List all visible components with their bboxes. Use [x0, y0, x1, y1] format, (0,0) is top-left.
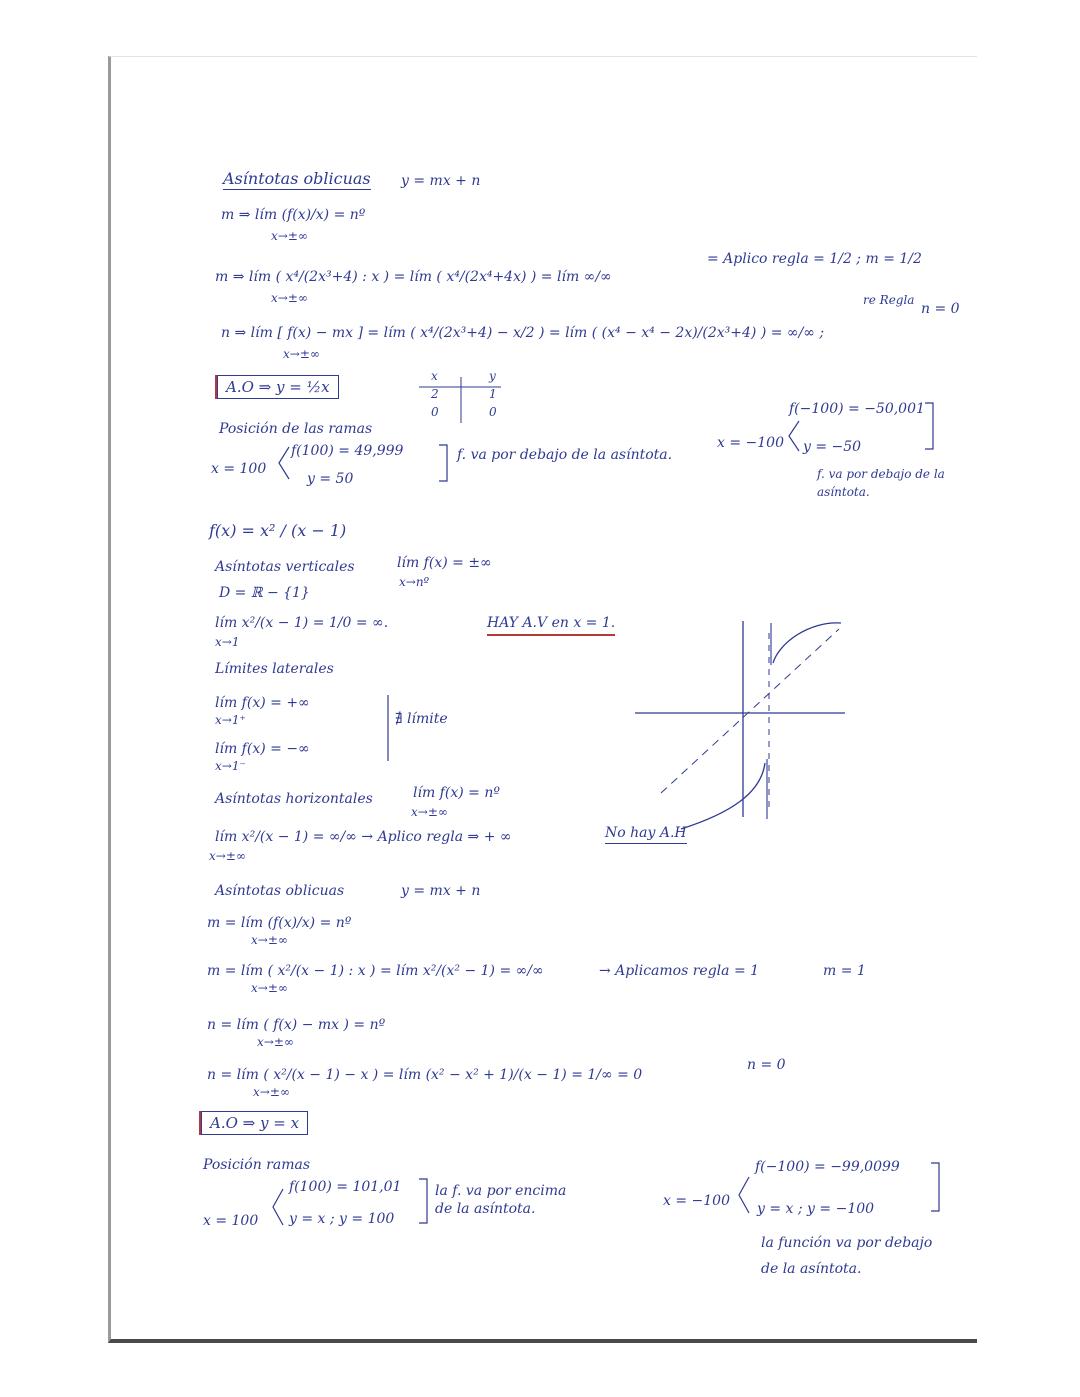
section2-n-calculation-sub: x→±∞ [253, 1085, 290, 1099]
section2-y100: y = x ; y = 100 [289, 1211, 395, 1227]
section2-m-regla: → Aplicamos regla = 1 [599, 963, 760, 979]
section1-note-left100-line2: asíntota. [817, 485, 870, 499]
table-cell-y1: 1 [489, 387, 497, 401]
section2-n-value: n = 0 [747, 1057, 786, 1073]
section2-branch-brace-right100 [271, 1187, 285, 1227]
section2-n-definition-sub: x→±∞ [257, 1035, 294, 1049]
table-cell-x1: 2 [431, 387, 439, 401]
section2-branch-brace-left100 [737, 1175, 751, 1215]
section1-branch-brace-left100 [787, 419, 801, 453]
section2-va-limit: lím f(x) = ±∞ [397, 555, 492, 571]
notebook-page [108, 56, 977, 1343]
section1-m-definition: m ⇒ lím (f(x)/x) = nº [221, 207, 366, 223]
section1-note-left100-line1: f. va por debajo de la [817, 467, 945, 481]
section2-ha-limit-sub: x→±∞ [411, 805, 448, 819]
section1-title: Asíntotas oblicuas [223, 169, 371, 190]
section2-ym100: y = x ; y = −100 [757, 1201, 875, 1217]
section2-n-calculation: n = lím ( x²/(x − 1) − x ) = lím (x² − x² + 1)/(x − 1) = 1/∞ = 0 [207, 1067, 643, 1083]
section2-m-definition-sub: x→±∞ [251, 933, 288, 947]
section1-m-calculation-limit: x→±∞ [271, 291, 308, 305]
section1-oblique-asymptote-box: A.O ⇒ y = ½x [217, 375, 339, 399]
section1-note-right100: f. va por debajo de la asíntota. [457, 447, 673, 463]
section1-bracket-left100 [923, 401, 937, 451]
section2-note-right100-line2: de la asíntota. [435, 1201, 536, 1217]
section2-m-calculation: m = lím ( x²/(x − 1) : x ) = lím x²/(x² − 1) = ∞/∞ [207, 963, 544, 979]
section2-lateral-limit-left: lím f(x) = −∞ [215, 741, 310, 757]
section2-bracket-left100 [929, 1161, 943, 1213]
section2-oa-title: Asíntotas oblicuas [215, 883, 345, 899]
section2-ha-title: Asíntotas horizontales [215, 791, 373, 807]
section2-lateral-separator [383, 693, 393, 763]
section2-lateral-limit-right-sub: x→1⁺ [215, 713, 246, 727]
section2-no-ha: No hay A.H [605, 825, 687, 844]
section2-limit-at-1-sub: x→1 [215, 635, 240, 649]
section2-va-title: Asíntotas verticales [215, 559, 355, 575]
section2-domain: D = ℝ − {1} [219, 585, 310, 601]
section2-ha-calculation-sub: x→±∞ [209, 849, 246, 863]
section2-xm100: x = −100 [663, 1193, 730, 1209]
table-header-y: y [489, 369, 496, 383]
table-header-x: x [431, 369, 438, 383]
section2-oa-equation: y = mx + n [401, 883, 481, 899]
section2-ha-calculation: lím x²/(x − 1) = ∞/∞ → Aplico regla ⇒ + ∞ [215, 829, 512, 845]
section2-va-result: HAY A.V en x = 1. [487, 615, 615, 636]
section2-lateral-limit-right: lím f(x) = +∞ [215, 695, 310, 711]
section1-y100: y = 50 [307, 471, 354, 487]
section1-ym100: y = −50 [803, 439, 862, 455]
section2-note-left100-line2: de la asíntota. [761, 1261, 862, 1277]
section1-m-definition-limit: x→±∞ [271, 229, 308, 243]
section1-n-calculation-limit: x→±∞ [283, 347, 320, 361]
section2-limit-at-1: lím x²/(x − 1) = 1/0 = ∞. [215, 615, 389, 631]
section1-branch-brace-right100 [277, 445, 291, 481]
section2-x100: x = 100 [203, 1213, 259, 1229]
section2-note-right100-line1: la f. va por encima [435, 1183, 567, 1199]
section1-m-calculation: m ⇒ lím ( x⁴/(2x³+4) : x ) = lím ( x⁴/(2x⁴+4x) ) = lím ∞/∞ [215, 269, 612, 285]
section2-bracket-right100 [417, 1177, 431, 1225]
section1-fm100: f(−100) = −50,001 [789, 401, 925, 417]
section2-m-value: m = 1 [823, 963, 866, 979]
section2-graph-sketch [631, 603, 853, 853]
section1-n-result: n = 0 [921, 301, 960, 317]
section2-m-definition: m = lím (f(x)/x) = nº [207, 915, 352, 931]
section2-function: f(x) = x² / (x − 1) [209, 521, 347, 540]
section1-bracket-right100 [437, 443, 451, 483]
section2-no-limit: ∄ límite [395, 711, 448, 727]
section2-f100: f(100) = 101,01 [289, 1179, 402, 1195]
section2-oblique-asymptote-box: A.O ⇒ y = x [201, 1111, 308, 1135]
section1-m-result: = Aplico regla = 1/2 ; m = 1/2 [707, 251, 922, 267]
section2-n-definition: n = lím ( f(x) − mx ) = nº [207, 1017, 386, 1033]
section2-va-limit-sub: x→nº [399, 575, 430, 589]
section2-positions-title: Posición ramas [203, 1157, 311, 1173]
section1-xm100: x = −100 [717, 435, 784, 451]
section1-n-regla-note: re Regla [863, 293, 915, 307]
section2-ha-limit: lím f(x) = nº [413, 785, 500, 801]
section1-line-equation: y = mx + n [401, 173, 481, 189]
section2-m-calculation-sub: x→±∞ [251, 981, 288, 995]
section1-positions-title: Posición de las ramas [219, 421, 373, 437]
table-cell-y2: 0 [489, 405, 497, 419]
section1-f100: f(100) = 49,999 [291, 443, 404, 459]
section2-lateral-limit-left-sub: x→1⁻ [215, 759, 246, 773]
section2-fm100: f(−100) = −99,0099 [755, 1159, 900, 1175]
section1-n-calculation: n ⇒ lím [ f(x) − mx ] = lím ( x⁴/(2x³+4) − x/2 ) = lím ( (x⁴ − x⁴ − 2x)/(2x³+4) ) = ∞/∞ ; [221, 325, 825, 341]
section2-note-left100-line1: la función va por debajo [761, 1235, 933, 1251]
table-cell-x2: 0 [431, 405, 439, 419]
section1-x100: x = 100 [211, 461, 267, 477]
section2-lateral-limits-title: Límites laterales [215, 661, 334, 677]
